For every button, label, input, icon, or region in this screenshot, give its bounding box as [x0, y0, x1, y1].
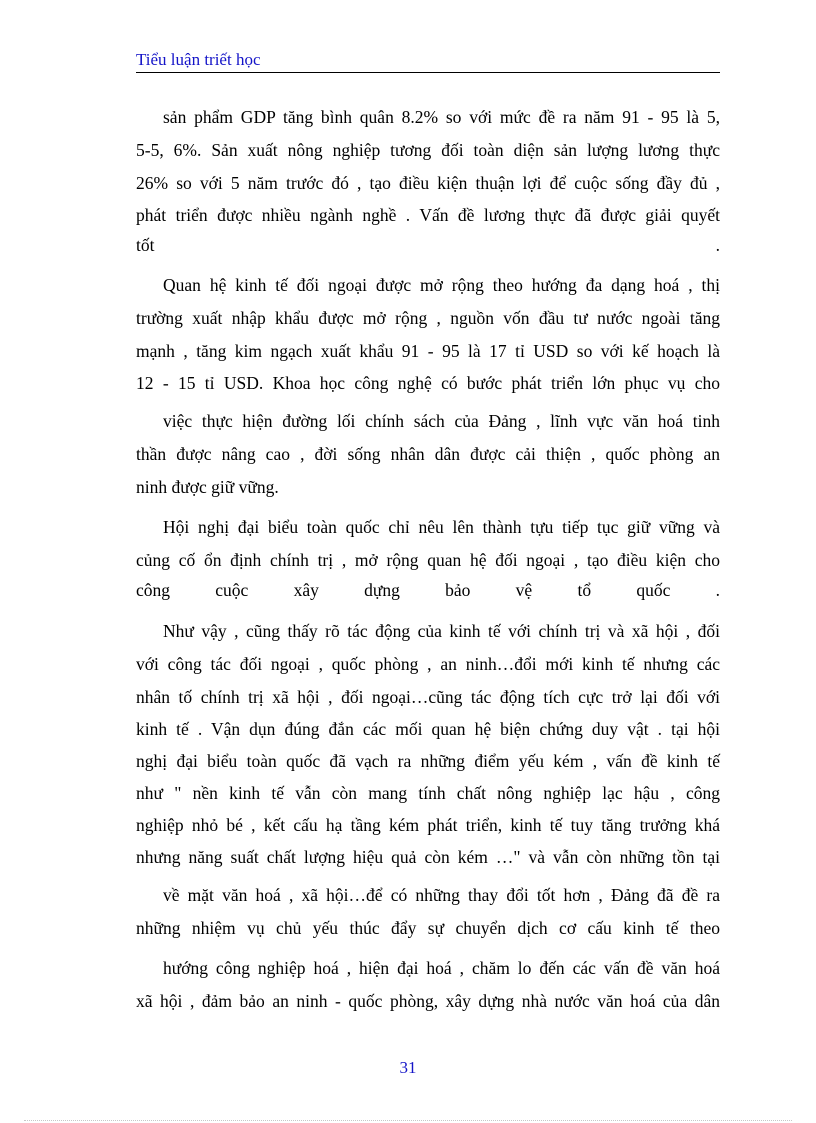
text-line: 12 - 15 tỉ USD. Khoa học công nghệ có bước phát triển lớn phục vụ cho	[136, 373, 720, 393]
header-title: Tiểu luận triết học	[136, 50, 261, 69]
page-bottom-rule	[24, 1120, 792, 1121]
page-number: 31	[399, 1058, 417, 1077]
text-line: nghiệp nhỏ bé , kết cấu hạ tầng kém phát triển, kinh tế tuy tăng trưởng khá	[136, 815, 720, 835]
text-line: nhưng năng suất chất lượng hiệu quả còn kém …" và vẫn còn những tồn tại	[136, 847, 720, 867]
text-line: 26% so với 5 năm trước đó , tạo điều kiện thuận lợi để cuộc sống đầy đủ ,	[136, 173, 720, 193]
text-line: ninh được giữ vững.	[136, 477, 279, 497]
text-line: nhân tố chính trị xã hội , đối ngoại…cũng tác động tích cực trở lại đối với	[136, 687, 720, 707]
text-line: Như vậy , cũng thấy rõ tác động của kinh tế với chính trị và xã hội , đối	[163, 621, 720, 641]
text-line: Hội nghị đại biểu toàn quốc chỉ nêu lên thành tựu tiếp tục giữ vững và	[163, 517, 720, 537]
text-line: phát triển được nhiều ngành nghề . Vấn đề lương thực đã được giải quyết	[136, 205, 720, 225]
text-line: như " nền kinh tế vẫn còn mang tính chất nông nghiệp lạc hậu , công	[136, 783, 720, 803]
text-line: tốt .	[136, 235, 720, 255]
text-line: với công tác đối ngoại , quốc phòng , an ninh…đổi mới kinh tế nhưng các	[136, 654, 720, 674]
text-line: kinh tế . Vận dụn đúng đắn các mối quan hệ biện chứng duy vật . tại hội	[136, 719, 720, 739]
text-line: nghị đại biểu toàn quốc đã vạch ra những điểm yếu kém , vấn đề kinh tế	[136, 751, 720, 771]
text-line: công cuộc xây dựng bảo vệ tổ quốc .	[136, 580, 720, 600]
text-line: củng cố ổn định chính trị , mở rộng quan hệ đối ngoại , tạo điều kiện cho	[136, 550, 720, 570]
page-header	[136, 48, 720, 73]
text-line: trường xuất nhập khẩu được mở rộng , nguồn vốn đầu tư nước ngoài tăng	[136, 308, 720, 328]
text-line: việc thực hiện đường lối chính sách của Đảng , lĩnh vực văn hoá tinh	[163, 411, 720, 431]
text-line: 5-5, 6%. Sản xuất nông nghiệp tương đối toàn diện sản lượng lương thực	[136, 140, 720, 160]
text-line: Quan hệ kinh tế đối ngoại được mở rộng theo hướng đa dạng hoá , thị	[163, 275, 720, 295]
text-line: hướng công nghiệp hoá , hiện đại hoá , chăm lo đến các vấn đề văn hoá	[163, 958, 720, 978]
text-line: sản phẩm GDP tăng bình quân 8.2% so với mức đề ra năm 91 - 95 là 5,	[163, 107, 720, 127]
text-line: về mặt văn hoá , xã hội…để có những thay đổi tốt hơn , Đảng đã đề ra	[163, 885, 720, 905]
text-line: xã hội , đảm bảo an ninh - quốc phòng, xây dựng nhà nước văn hoá của dân	[136, 991, 720, 1011]
text-line: mạnh , tăng kim ngạch xuất khẩu 91 - 95 là 17 tỉ USD so với kế hoạch là	[136, 341, 720, 361]
text-line: thần được nâng cao , đời sống nhân dân được cải thiện , quốc phòng an	[136, 444, 720, 464]
text-line: những nhiệm vụ chủ yếu thúc đẩy sự chuyển dịch cơ cấu kinh tế theo	[136, 918, 720, 938]
